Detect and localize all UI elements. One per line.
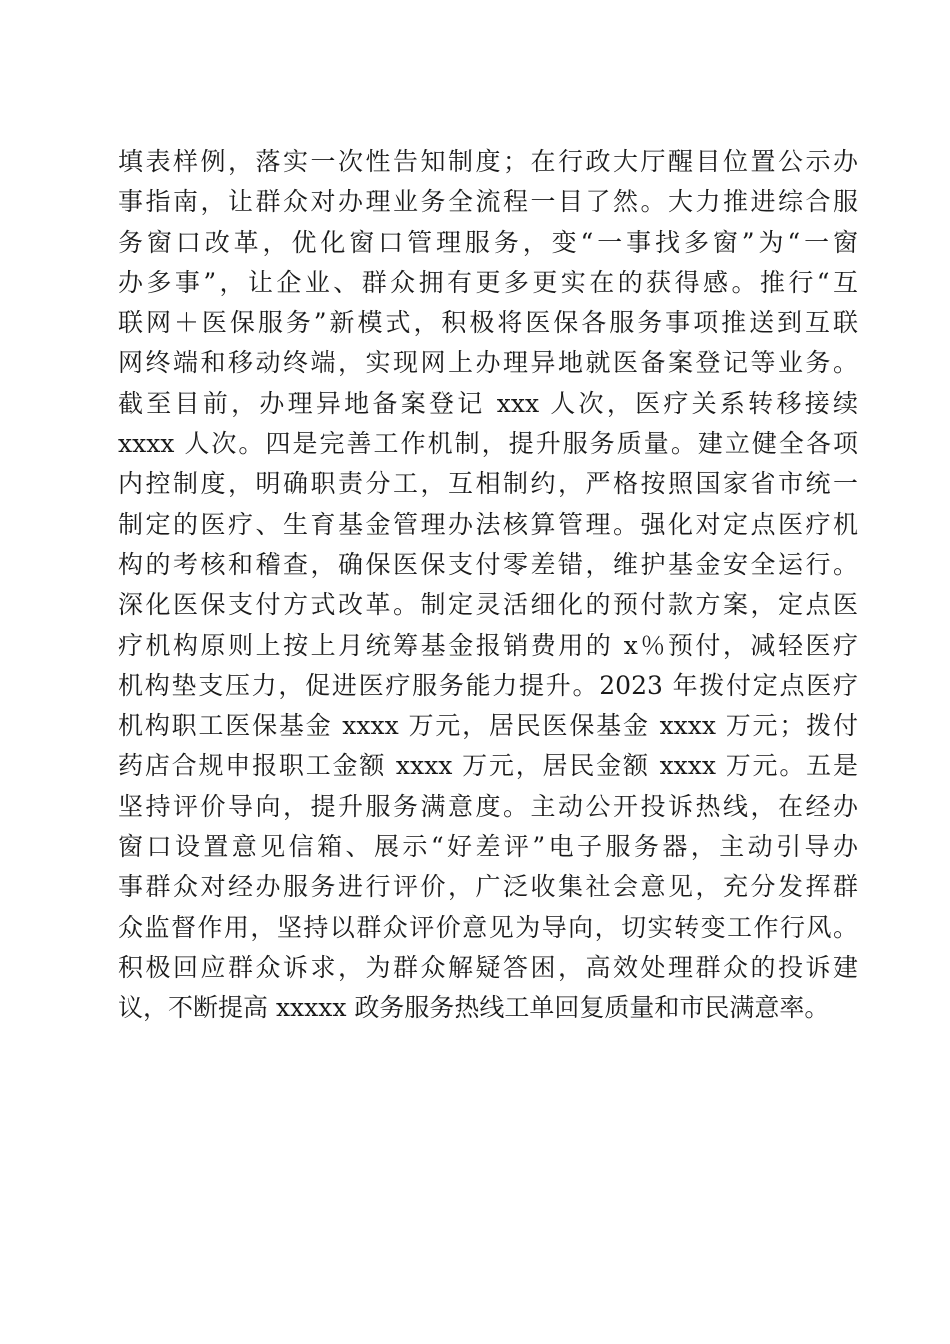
text-line: 疗机构原则上按上月统筹基金报销费用的 x％预付，减轻医疗 [118,630,858,660]
text-line: 议，不断提高 xxxxx 政务服务热线工单回复质量和市民满意率。 [118,993,830,1023]
text-line: 制定的医疗、生育基金管理办法核算管理。强化对定点医疗机 [118,509,858,539]
text-line: 事指南，让群众对办理业务全流程一目了然。大力推进综合服 [118,187,858,217]
text-line: 深化医保支付方式改革。制定灵活细化的预付款方案，定点医 [118,590,858,620]
text-line: 窗口设置意见信箱、展示“好差评”电子服务器，主动引导办 [118,832,858,862]
text-line: 办多事”，让企业、群众拥有更多更实在的获得感。推行“互 [118,267,858,297]
text-line: 截至目前，办理异地备案登记 xxx 人次，医疗关系转移接续 [118,388,858,418]
text-line: 药店合规申报职工金额 xxxx 万元，居民金额 xxxx 万元。五是 [118,751,858,781]
text-line: xxxx 人次。四是完善工作机制，提升服务质量。建立健全各项 [118,429,858,459]
text-line: 机构职工医保基金 xxxx 万元，居民医保基金 xxxx 万元；拨付 [118,711,858,741]
text-line: 机构垫支压力，促进医疗服务能力提升。2023 年拨付定点医疗 [118,670,858,700]
text-line: 构的考核和稽查，确保医保支付零差错，维护基金安全运行。 [118,549,858,579]
text-line: 务窗口改革，优化窗口管理服务，变“一事找多窗”为“一窗 [118,227,858,257]
text-line: 众监督作用，坚持以群众评价意见为导向，切实转变工作行风。 [118,912,858,942]
text-line: 填表样例，落实一次性告知制度；在行政大厅醒目位置公示办 [118,147,858,176]
text-line: 事群众对经办服务进行评价，广泛收集社会意见，充分发挥群 [118,872,858,902]
text-line: 网终端和移动终端，实现网上办理异地就医备案登记等业务。 [118,348,858,378]
body-paragraph [118,142,858,1029]
text-line: 坚持评价导向，提升服务满意度。主动公开投诉热线，在经办 [118,791,858,821]
text-line: 联网＋医保服务”新模式，积极将医保各服务事项推送到互联 [118,308,858,338]
text-line: 内控制度，明确职责分工，互相制约，严格按照国家省市统一 [118,469,858,499]
text-line: 积极回应群众诉求，为群众解疑答困，高效处理群众的投诉建 [118,952,858,982]
